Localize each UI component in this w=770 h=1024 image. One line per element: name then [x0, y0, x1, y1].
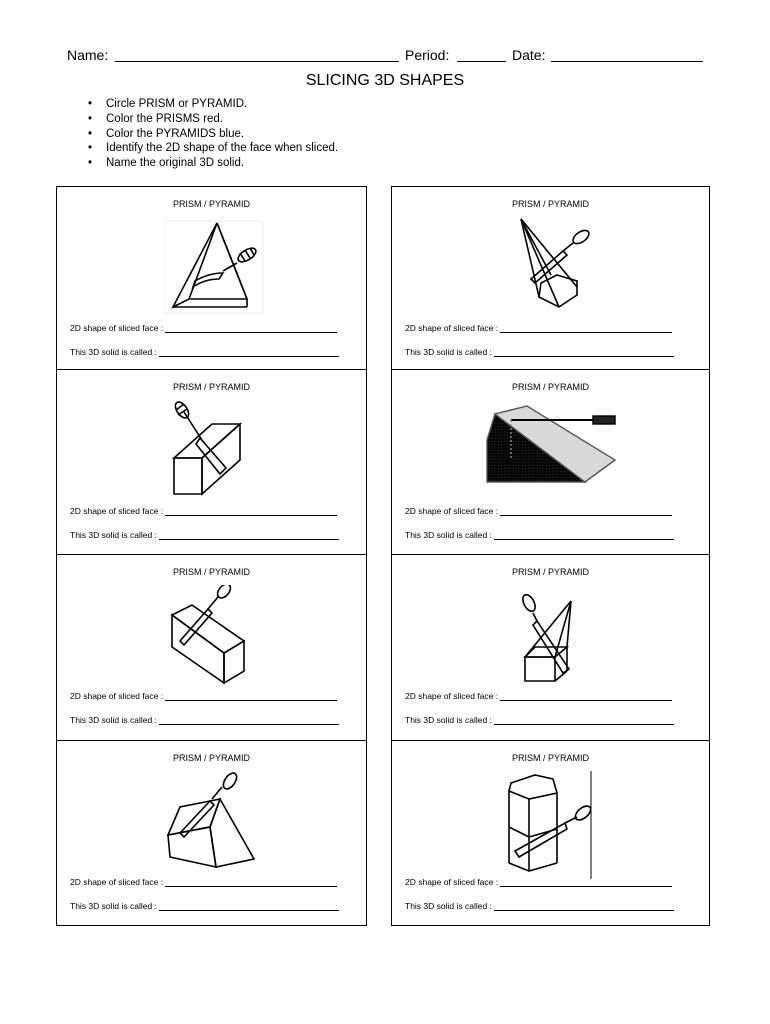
sliced-face-label: 2D shape of sliced face : — [70, 506, 164, 516]
square-pyramid-illustration — [57, 217, 366, 327]
solid-name-label: This 3D solid is called : — [70, 715, 157, 725]
solid-name-blank[interactable] — [159, 900, 339, 911]
left-column-panel — [56, 186, 367, 926]
prism-pyramid-choice[interactable]: PRISM / PYRAMID — [511, 382, 589, 392]
sliced-face-blank[interactable] — [165, 322, 337, 333]
solid-name-answer — [405, 714, 674, 725]
right-column-panel — [391, 186, 710, 926]
sliced-face-answer — [405, 876, 672, 887]
prism-pyramid-choice[interactable]: PRISM / PYRAMID — [511, 753, 589, 763]
solid-name-blank[interactable] — [494, 900, 674, 911]
solid-name-answer — [70, 900, 339, 911]
triangular-prism-tent-illustration — [57, 771, 366, 881]
solid-name-blank[interactable] — [159, 714, 339, 725]
sliced-face-answer — [405, 505, 672, 516]
solid-name-blank[interactable] — [494, 529, 674, 540]
instruction-item: • Color the PYRAMIDS blue. — [88, 127, 338, 142]
solid-name-answer — [70, 529, 339, 540]
date-label: Date: — [512, 47, 546, 63]
period-label: Period: — [405, 47, 450, 63]
name-label: Name: — [67, 47, 109, 63]
sliced-face-label: 2D shape of sliced face : — [70, 691, 164, 701]
sliced-face-answer — [70, 505, 337, 516]
sliced-face-label: 2D shape of sliced face : — [405, 877, 499, 887]
pentagonal-prism-illustration — [392, 771, 709, 881]
rectangular-prism-diagonal-illustration — [57, 585, 366, 695]
solid-name-blank[interactable] — [494, 714, 674, 725]
sliced-face-label: 2D shape of sliced face : — [405, 506, 499, 516]
sliced-face-answer — [405, 322, 672, 333]
solid-name-answer — [405, 529, 674, 540]
solid-name-label: This 3D solid is called : — [405, 530, 492, 540]
sliced-face-blank[interactable] — [500, 505, 672, 516]
sliced-face-blank[interactable] — [165, 876, 337, 887]
card-7 — [57, 740, 366, 926]
sliced-face-blank[interactable] — [165, 505, 337, 516]
prism-pyramid-choice[interactable]: PRISM / PYRAMID — [511, 567, 589, 577]
worksheet-title: SLICING 3D SHAPES — [305, 72, 465, 89]
solid-name-blank[interactable] — [494, 346, 674, 357]
sliced-face-answer — [70, 690, 337, 701]
card-4 — [392, 369, 709, 555]
sliced-face-label: 2D shape of sliced face : — [405, 323, 499, 333]
solid-name-blank[interactable] — [159, 529, 339, 540]
card-1 — [57, 187, 366, 369]
solid-name-label: This 3D solid is called : — [70, 530, 157, 540]
instruction-item: • Name the original 3D solid. — [88, 156, 338, 171]
card-5 — [57, 554, 366, 741]
instruction-item: • Identify the 2D shape of the face when sliced. — [88, 141, 338, 156]
solid-name-answer — [70, 714, 339, 725]
card-8 — [392, 740, 709, 926]
solid-name-label: This 3D solid is called : — [405, 347, 492, 357]
sliced-face-label: 2D shape of sliced face : — [70, 877, 164, 887]
prism-pyramid-choice[interactable]: PRISM / PYRAMID — [172, 382, 250, 392]
solid-name-label: This 3D solid is called : — [405, 901, 492, 911]
solid-name-blank[interactable] — [159, 346, 339, 357]
prism-pyramid-choice[interactable]: PRISM / PYRAMID — [172, 567, 250, 577]
sliced-face-answer — [405, 690, 672, 701]
header-line — [67, 47, 707, 67]
sliced-face-blank[interactable] — [165, 690, 337, 701]
rectangular-prism-illustration — [57, 400, 366, 510]
instruction-item: • Circle PRISM or PYRAMID. — [88, 97, 338, 112]
sliced-face-answer — [70, 876, 337, 887]
sliced-face-label: 2D shape of sliced face : — [405, 691, 499, 701]
sliced-face-blank[interactable] — [500, 690, 672, 701]
prism-pyramid-choice[interactable]: PRISM / PYRAMID — [172, 753, 250, 763]
sliced-face-blank[interactable] — [500, 876, 672, 887]
pentagonal-pyramid-illustration — [392, 217, 709, 327]
instructions-list — [88, 97, 338, 171]
sliced-face-blank[interactable] — [500, 322, 672, 333]
triangular-prism-illustration — [392, 400, 709, 510]
rectangular-pyramid-illustration — [392, 585, 709, 695]
solid-name-label: This 3D solid is called : — [70, 347, 157, 357]
prism-pyramid-choice[interactable]: PRISM / PYRAMID — [511, 199, 589, 209]
solid-name-answer — [405, 346, 674, 357]
card-6 — [392, 554, 709, 741]
solid-name-answer — [405, 900, 674, 911]
sliced-face-answer — [70, 322, 337, 333]
instruction-item: • Color the PRISMS red. — [88, 112, 338, 127]
period-blank[interactable] — [457, 47, 506, 62]
sliced-face-label: 2D shape of sliced face : — [70, 323, 164, 333]
prism-pyramid-choice[interactable]: PRISM / PYRAMID — [172, 199, 250, 209]
name-blank[interactable] — [115, 47, 399, 62]
date-blank[interactable] — [551, 47, 703, 62]
card-2 — [392, 187, 709, 369]
solid-name-label: This 3D solid is called : — [405, 715, 492, 725]
card-3 — [57, 369, 366, 555]
solid-name-answer — [70, 346, 339, 357]
solid-name-label: This 3D solid is called : — [70, 901, 157, 911]
